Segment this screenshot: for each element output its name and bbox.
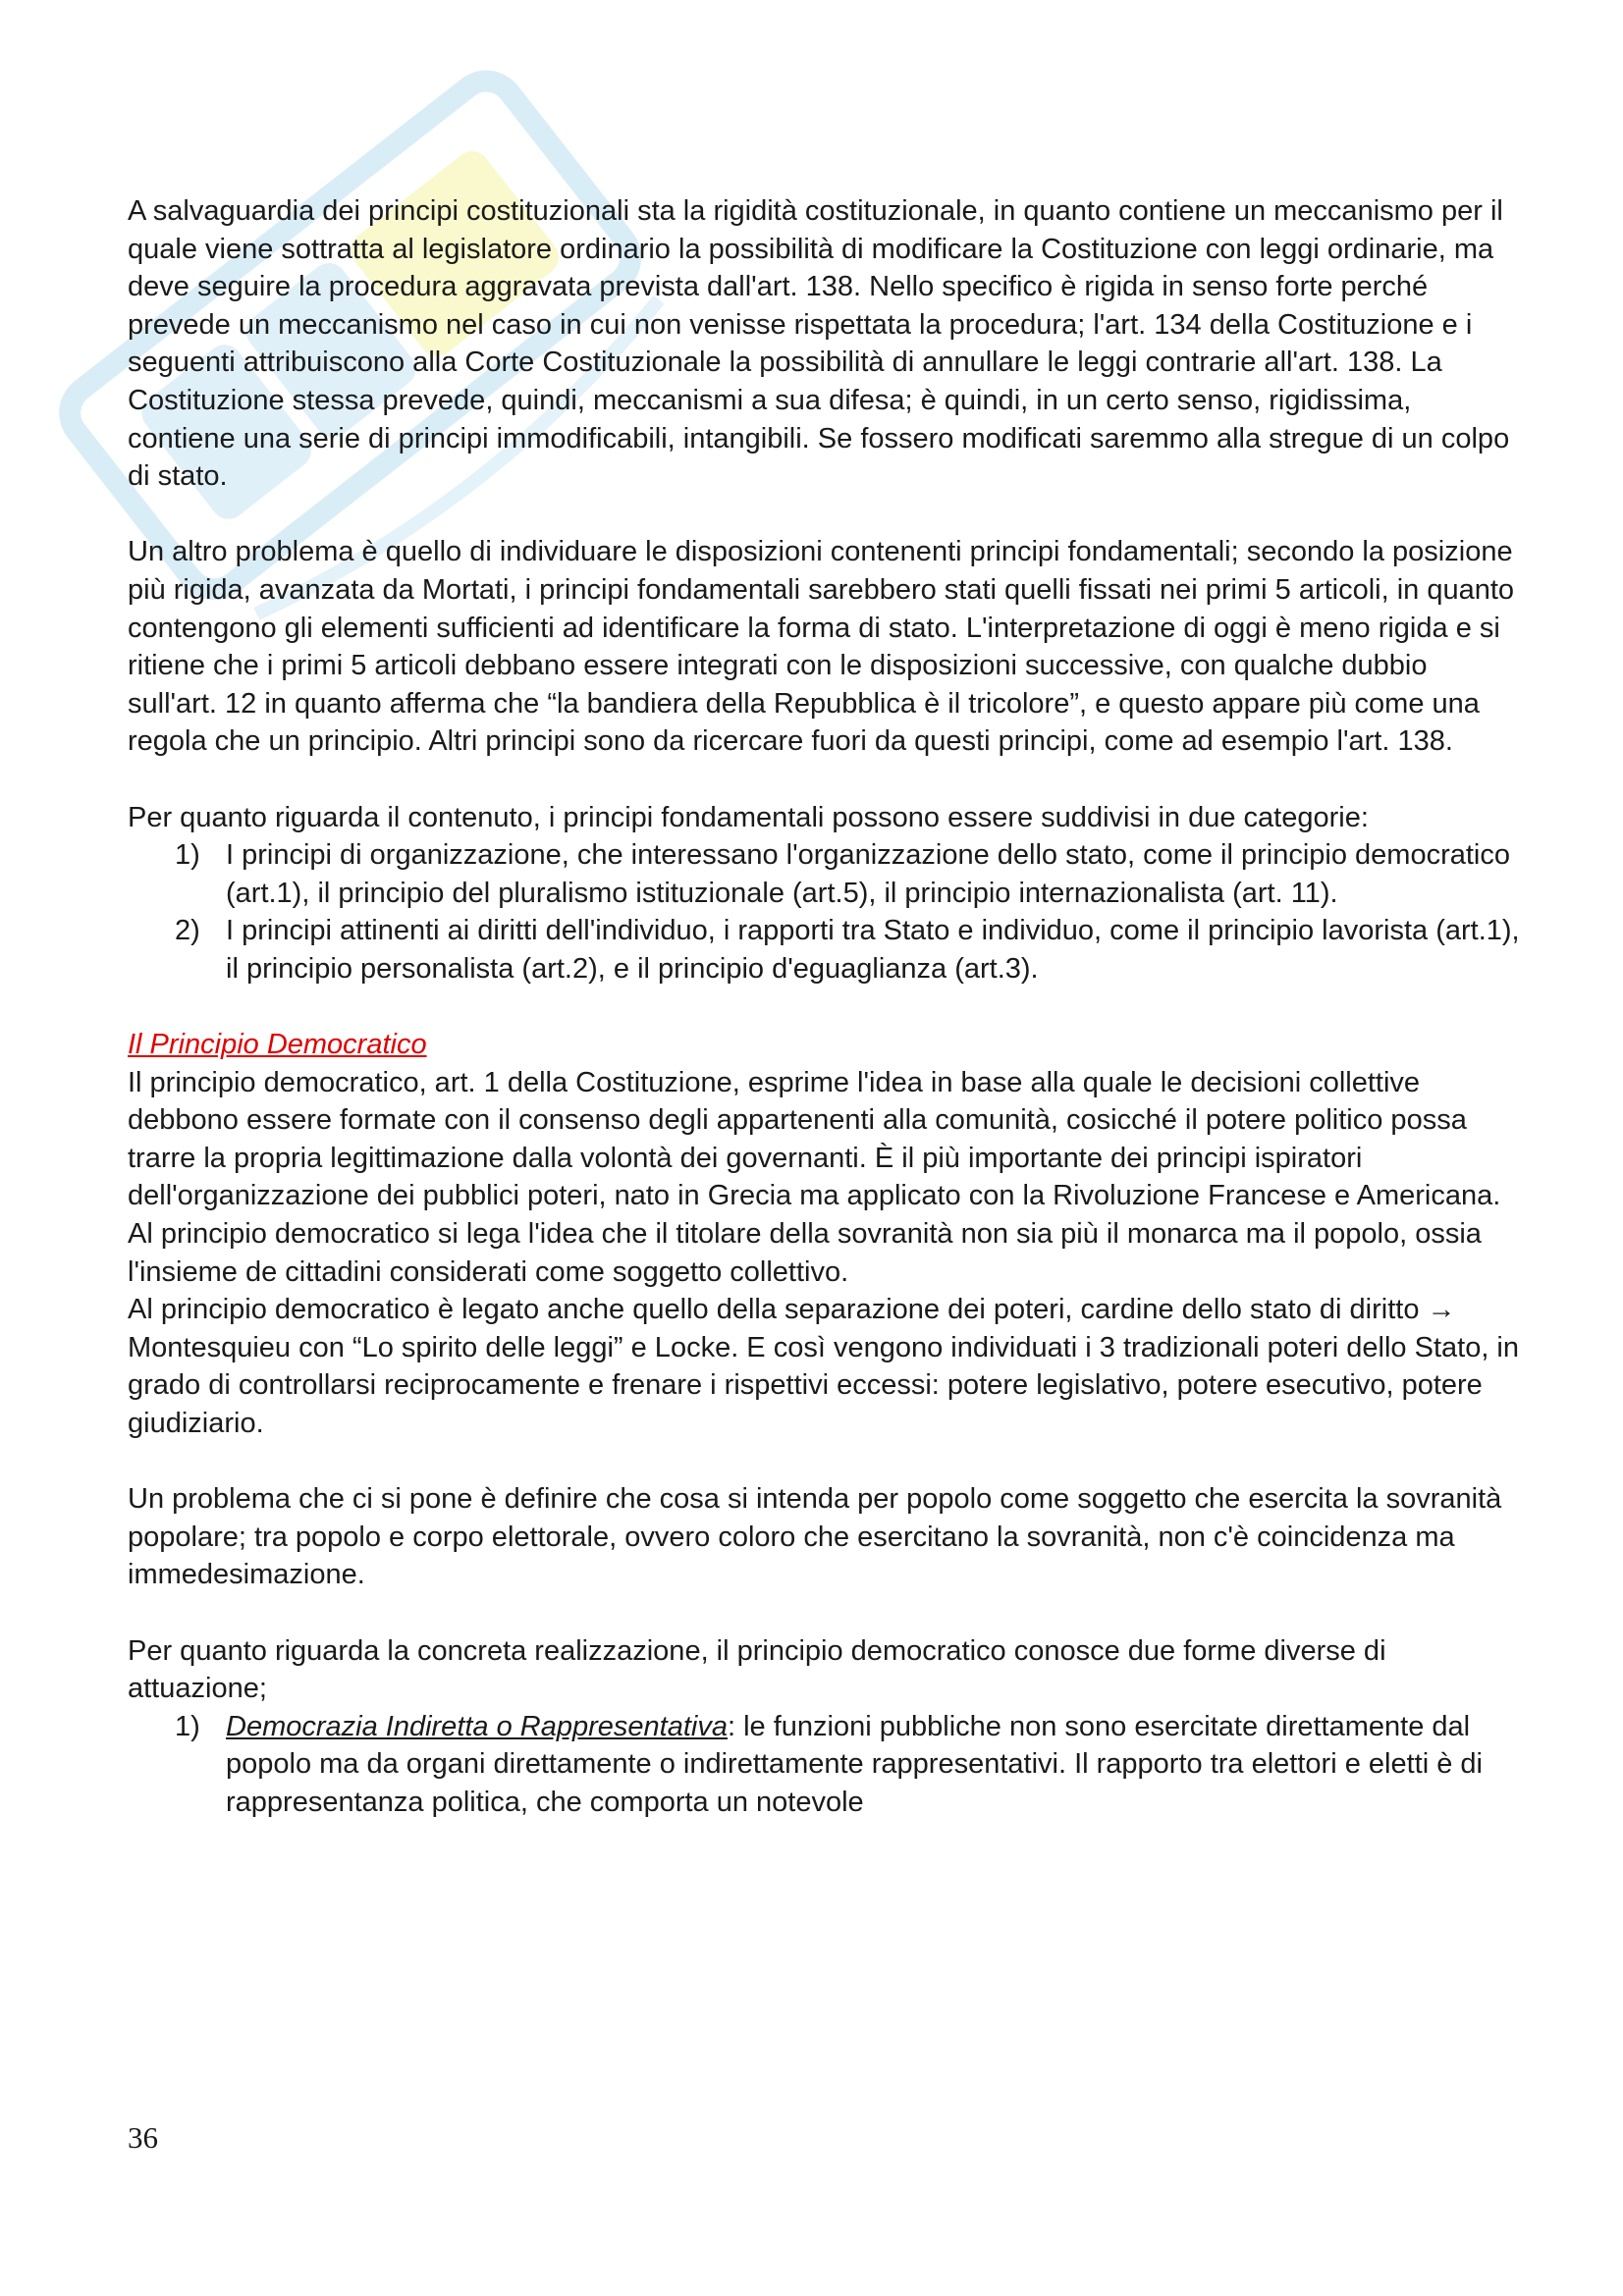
- list-item-text: : le funzioni pubbliche non sono esercitate direttamente dal popolo ma da organi direttamente o indirettamente rappresentativi. Il rapporto tra elettori e eletti è di rappresentanza politica, che comporta un notevole: [226, 1710, 1483, 1818]
- paragraph-attuazione: Per quanto riguarda la concreta realizzazione, il principio democratico conosce due forme diverse di attuazione;: [128, 1634, 1386, 1705]
- paragraph-separazione-poteri: Al principio democratico è legato anche quello della separazione dei poteri, cardine dello stato di diritto → Montesquieu con “Lo spirito delle leggi” e Locke. E così vengono individuati i 3 tradizionali poteri dello Stato, in grado di controllarsi reciprocamente e frenare i rispettivi eccessi: potere legislativo, potere esecutivo, potere giudiziario.: [128, 1294, 1520, 1439]
- list-item-text: I principi attinenti ai diritti dell'individuo, i rapporti tra Stato e individuo, come il principio lavorista (art.1), il principio personalista (art.2), e il principio d'eguaglianza (art.3).: [226, 915, 1520, 985]
- list-item-text: I principi di organizzazione, che interessano l'organizzazione dello stato, come il principio democratico (art.1), il principio del pluralismo istituzionale (art.5), il principio internazionalista (art. 11).: [226, 839, 1511, 909]
- paragraph-principi-fondamentali: Un altro problema è quello di individuare le disposizioni contenenti principi fondamentali; secondo la posizione più rigida, avanzata da Mortati, i principi fondamentali sarebbero stati quelli fissati nei primi 5 articoli, in quanto contengono gli elementi sufficienti ad identificare la forma di stato. L'interpretazione di oggi è meno rigida e si ritiene che i primi 5 articoli debbano essere integrati con le disposizioni successive, con qualche dubbio sull'art. 12 in quanto afferma che “la bandiera della Repubblica è il tricolore”, e questo appare più come una regola che un principio. Altri principi sono da ricercare fuori da questi principi, come ad esempio l'art. 138.: [128, 536, 1515, 758]
- list-item-number: 2): [175, 915, 200, 947]
- paragraph-contenuto-intro: Per quanto riguarda il contenuto, i principi fondamentali possono essere suddivisi in due categorie:: [128, 801, 1369, 833]
- paragraph-rigidita: A salvaguardia dei principi costituzionali sta la rigidità costituzionale, in quanto contiene un meccanismo per il quale viene sottratta al legislatore ordinario la possibilità di modificare la Costituzione con leggi ordinarie, ma deve seguire la procedura aggravata prevista dall'art. 138. Nello specifico è rigida in senso forte perché prevede un meccanismo nel caso in cui non venisse rispettata la procedura; l'art. 134 della Costituzione e i seguenti attribuiscono alla Corte Costituzionale la possibilità di annullare le leggi contrarie all'art. 138. La Costituzione stessa prevede, quindi, meccanismi a sua difesa; è quindi, in un certo senso, rigidissima, contiene una serie di principi immodificabili, intangibili. Se fossero modificati saremmo alla stregue di un colpo di stato.: [128, 195, 1510, 493]
- paragraph-principio-democratico: Il principio democratico, art. 1 della Costituzione, esprime l'idea in base alla quale le decisioni collettive debbono essere formate con il consenso degli appartenenti alla comunità, cosicché il potere politico possa trarre la propria legittimazione dalla volontà dei governanti. È il più importante dei principi ispiratori dell'organizzazione dei pubblici poteri, nato in Grecia ma applicato con la Rivoluzione Francese e Americana.: [128, 1066, 1501, 1212]
- page-number: 36: [128, 2120, 158, 2155]
- document-body: [128, 192, 1522, 1822]
- list-item: [128, 836, 1522, 912]
- list-item: [128, 912, 1522, 988]
- list-item-term: Democrazia Indiretta o Rappresentativa: [226, 1710, 728, 1742]
- section-heading: Il Principio Democratico: [128, 1029, 427, 1061]
- list-item: [128, 1708, 1522, 1822]
- forme-attuazione-list: [128, 1708, 1522, 1822]
- paragraph-sovranita: Al principio democratico si lega l'idea che il titolare della sovranità non sia più il monarca ma il popolo, ossia l'insieme de cittadini considerati come soggetto collettivo.: [128, 1218, 1482, 1288]
- categorie-list: [128, 836, 1522, 988]
- paragraph-popolo: Un problema che ci si pone è definire che cosa si intenda per popolo come soggetto che esercita la sovranità popolare; tra popolo e corpo elettorale, ovvero coloro che esercitano la sovranità, non c'è coincidenza ma immedesimazione.: [128, 1483, 1502, 1591]
- list-item-number: 1): [175, 839, 200, 872]
- list-item-number: 1): [175, 1710, 200, 1742]
